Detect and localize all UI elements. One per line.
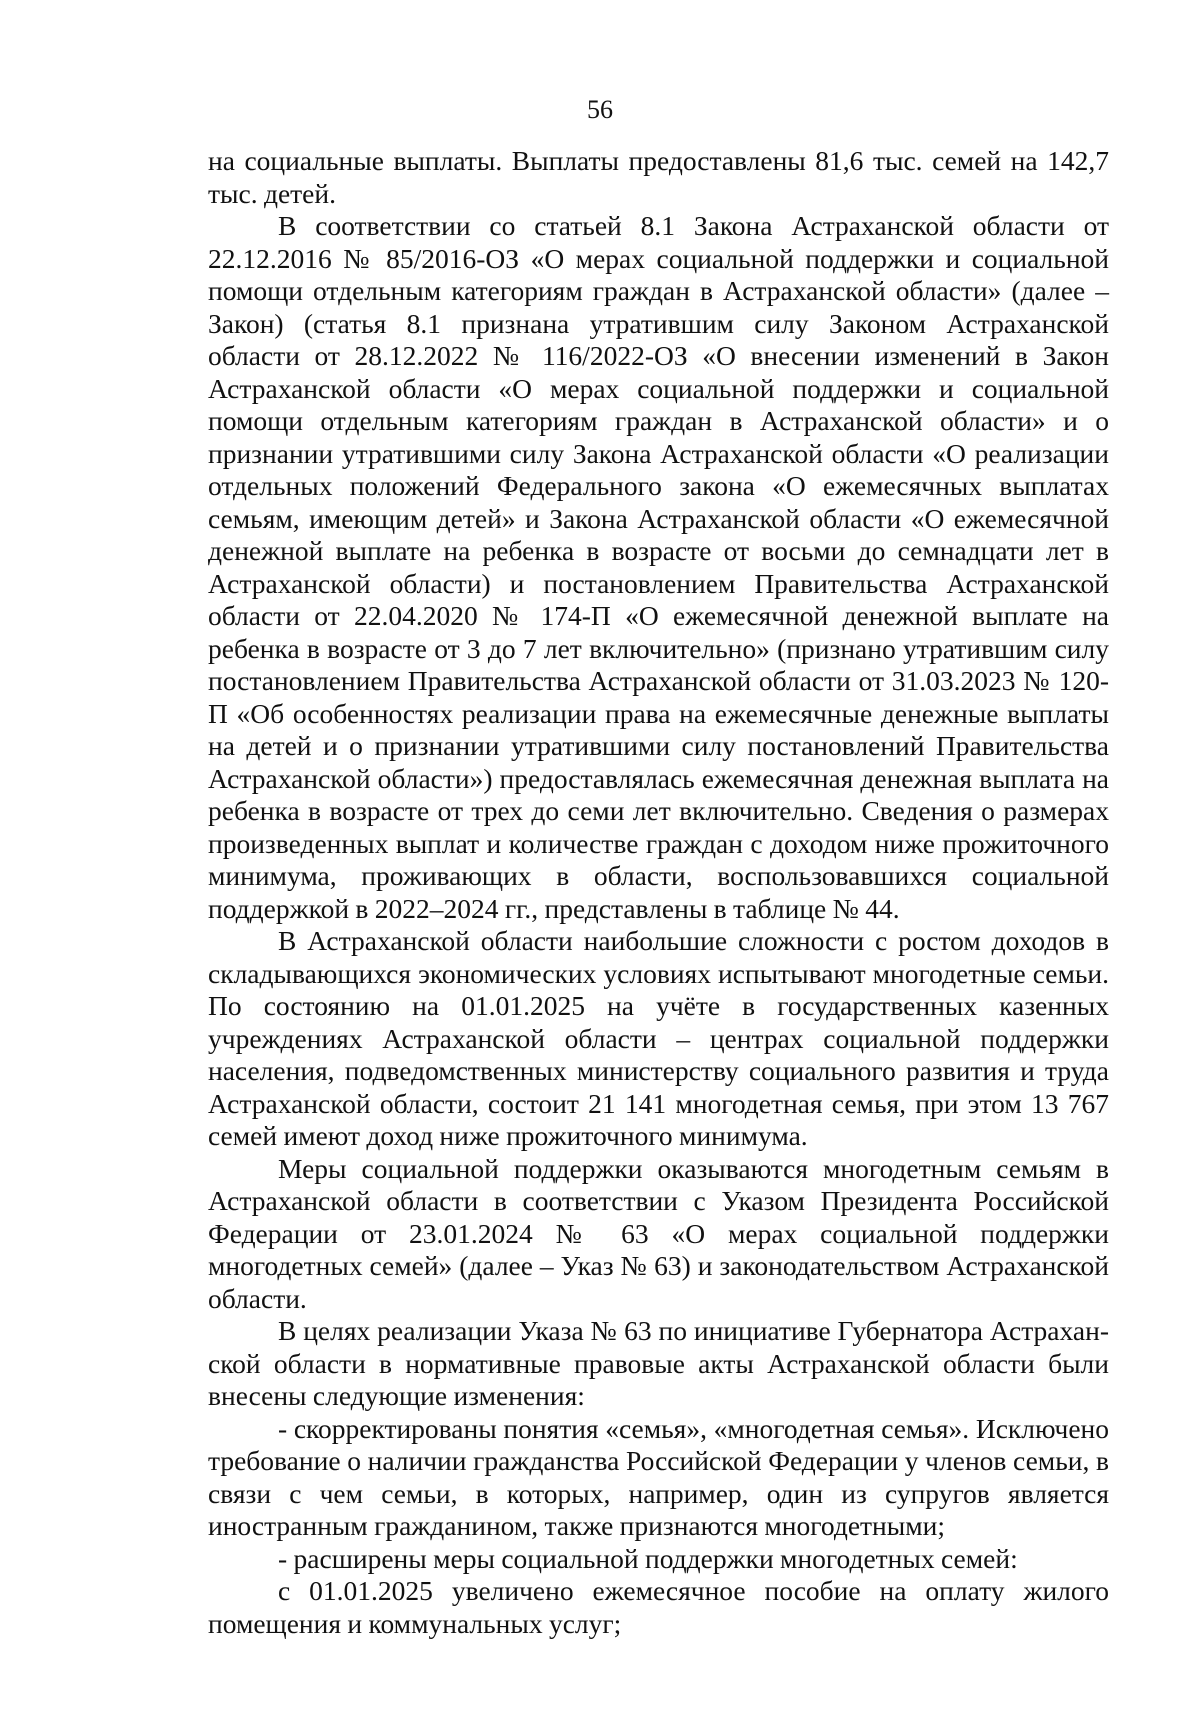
list-item-expanded-measures: - расширены меры социальной поддержки многодетных семей: <box>278 1542 1018 1574</box>
paragraph-decree-implementation: В целях реализации Указа № 63 по инициативе Губернатора Астраханской области в нормативные правовые акты Астраханской области были внесены следующие изменения: <box>208 1315 1109 1411</box>
page-number: 56 <box>587 95 613 124</box>
paragraph-support-measures-basis: Меры социальной поддержки оказываются многодетным семьям в Астраханской области в соответствии с Указом Президента Российской Федерации от 23.01.2024 № 63 «О мерах социальной поддержки многодетных семей» (далее – Указ № 63) и законодательством Астраханской области. <box>208 1152 1109 1314</box>
list-item-family-definition: - скорректированы понятия «семья», «многодетная семья». Исключено требование о наличии гражданства Российской Федерации у членов семьи, в связи с чем семьи, в которых, например, один из супругов является иностранным гражданином, также признаются многодетными; <box>208 1412 1109 1541</box>
paragraph-large-families-situation: В Астраханской области наибольшие сложности с ростом доходов в складывающихся экономических условиях испытывают многодетные семьи. По состоянию на 01.01.2025 на учёте в государственных казенных учреждениях Астраханской области – центрах социальной поддержки населения, подведомственных министерству социального развития и труда Астраханской области, состоит 21 141 многодетная семья, при этом 13 767 семей имеют доход ниже прожиточного минимума. <box>208 925 1109 1151</box>
paragraph-law-article-8-1: В соответствии со статьей 8.1 Закона Астраханской области от 22.12.2016 № 85/2016-ОЗ «О мерах социальной поддержки и социальной помощи отдельным категориям граждан в Астраханской области» (далее – Закон) (статья 8.1 признана утратившим силу Законом Астраханской области от 28.12.2022 № 116/2022-ОЗ «О внесении изменений в Закон Астраханской области «О мерах социальной поддержки и социальной помощи отдельным категориям граждан в Астраханской области» и о признании утратившими силу Закона Астраханской области «О реализации отдельных положений Федерального закона «О ежемесячных выплатах семьям, имеющим детей» и Закона Астраханской области «О ежемесячной денежной выплате на ребенка в возрасте от восьми до семнадцати лет в Астраханской области) и постановлением Правительства Астраханской области от 22.04.2020 № 174-П «О ежемесячной денежной выплате на ребенка в возрасте от 3 до 7 лет включительно» (признано утратившим силу постановлением Правительства Астраханской области от 31.03.2023 № 120-П «Об особенностях реализации права на ежемесячные денежные выплаты на детей и о признании утратившими силу постановлений Правительства Астраханской области») предоставлялась ежемесячная денежная выплата на ребенка в возрасте от трех до семи лет включительно. Сведения о размерах произведенных выплат и количестве граждан с доходом ниже прожиточного минимума, проживающих в области, воспользовавшихся социальной поддержкой в 2022–2024 гг., представлены в таблице № 44. <box>208 210 1109 924</box>
document-body <box>208 145 1109 1640</box>
paragraph-continuation: на социальные выплаты. Выплаты предоставлены 81,6 тыс. семей на 142,7 тыс. детей. <box>208 145 1109 209</box>
list-item-housing-allowance: с 01.01.2025 увеличено ежемесячное пособие на оплату жилого помещения и коммунальных услуг; <box>208 1575 1109 1639</box>
